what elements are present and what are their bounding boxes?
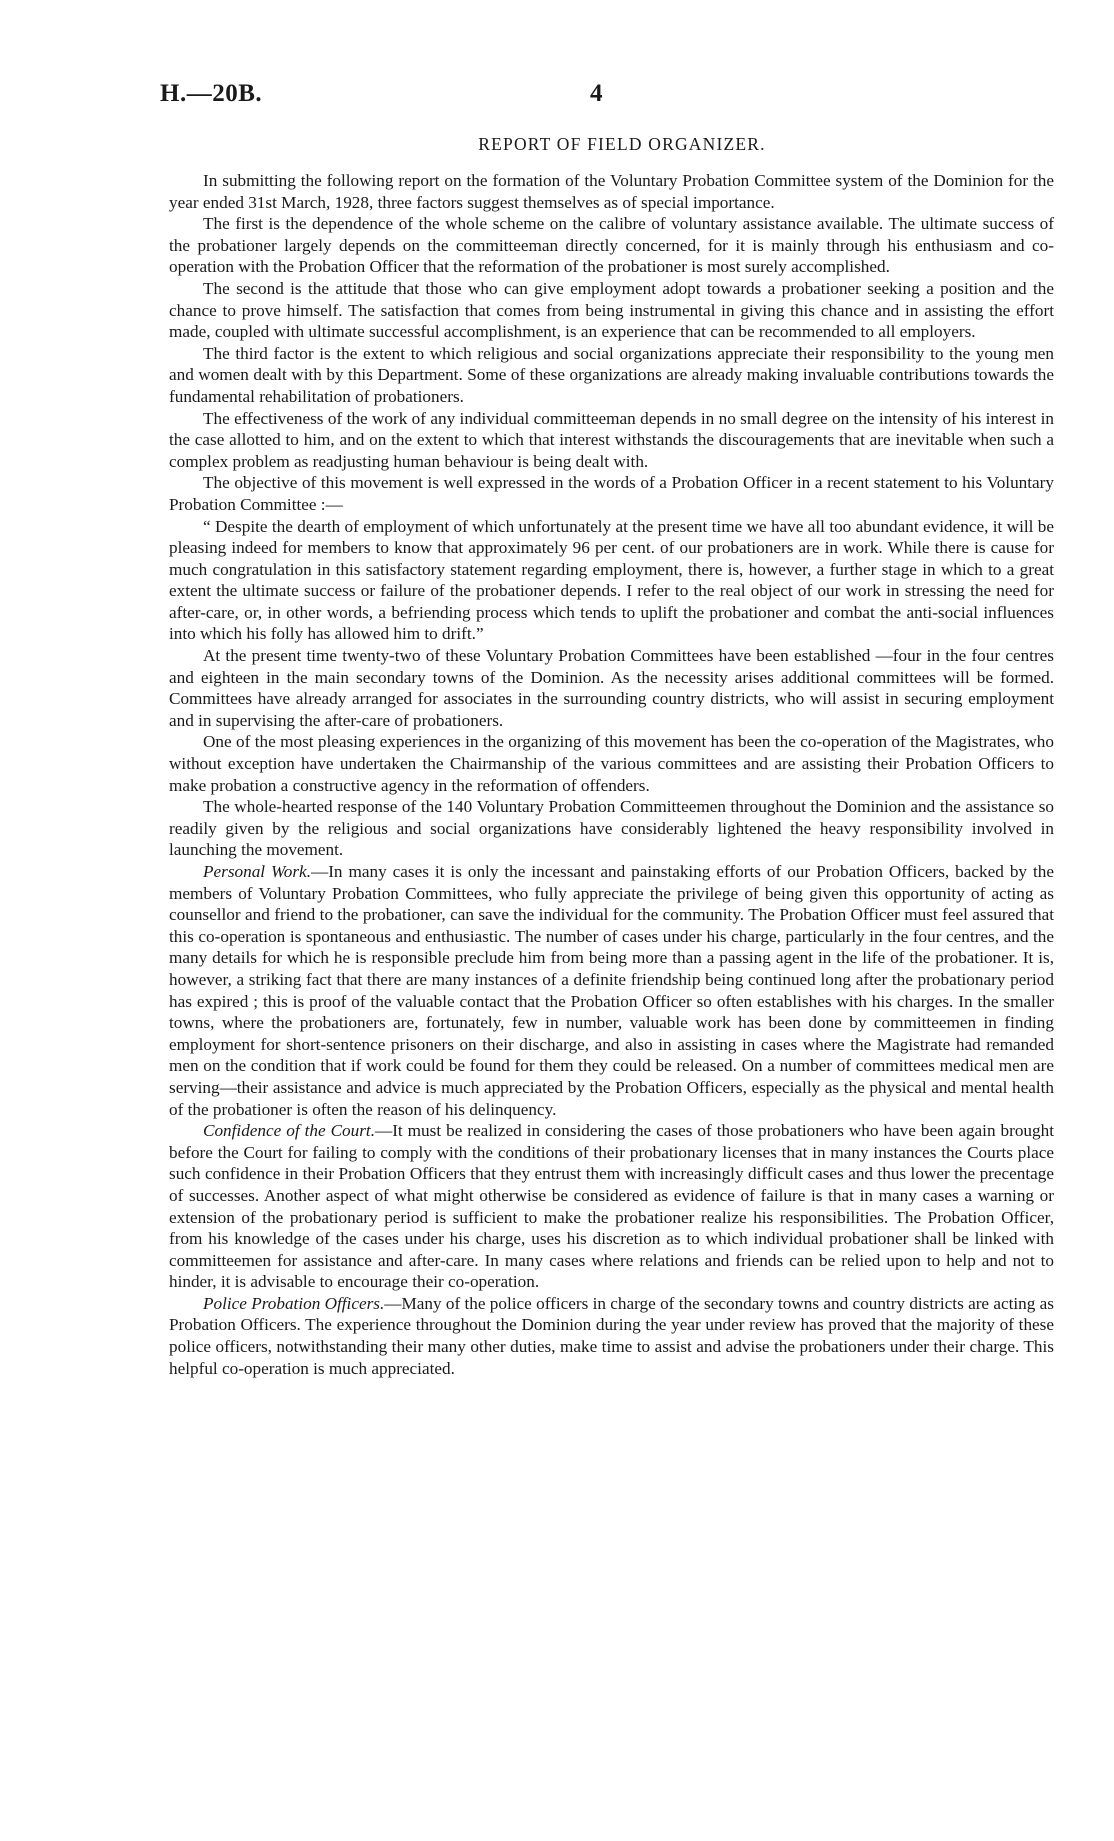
paragraph <box>169 408 1054 473</box>
paragraph <box>169 645 1054 731</box>
paragraph-text: At the present time twenty-two of these Voluntary Probation Committees have been established —four in the four centres and eighteen in the main secondary towns of the Dominion. As the necessity arises additional committees will be formed. Committees have already arranged for associates in the surrounding country districts, who will assist in securing employment and in supervising the after-care of probationers. <box>169 646 1054 730</box>
paragraph-text: The second is the attitude that those who can give employment adopt towards a probationer seeking a position and the chance to prove himself. The satisfaction that comes from being instrumental in giving this chance and in assisting the effort made, coupled with ultimate successful accomplishment, is an experience that can be recommended to all employers. <box>169 278 1054 342</box>
paragraph-text: The whole-hearted response of the 140 Voluntary Probation Committeemen throughout the Dominion and the assistance so readily given by the religious and social organizations have considerably lightened the heavy responsibility involved in launching the movement. <box>169 797 1054 860</box>
quoted-paragraph <box>169 516 1054 646</box>
paragraph <box>169 472 1054 515</box>
paragraph-text: The objective of this movement is well expressed in the words of a Probation Officer in a recent statement to his Voluntary Probation Committee :— <box>169 473 1054 514</box>
section-police-probation-officers <box>169 1293 1054 1379</box>
paragraph <box>169 343 1054 408</box>
report-body <box>169 170 1054 1379</box>
paragraph-text: In submitting the following report on the formation of the Voluntary Probation Committee system of the Dominion for the year ended 31st March, 1928, three factors suggest themselves as of special importance. <box>169 171 1054 212</box>
paragraph-text: —In many cases it is only the incessant and painstaking efforts of our Probation Officers, backed by the members of Voluntary Probation Committees, who fully appreciate the privilege of being given this opportunity of acting as counsellor and friend to the probationer, can save the individual for the community. The Probation Officer must feel assured that this co-operation is spontaneous and enthusiastic. The number of cases under his charge, particularly in the four centres, and the many details for which he is responsible preclude him from being more than a passing agent in the life of the probationer. It is, however, a striking fact that there are many instances of a definite friendship being continued long after the probationary period has expired ; this is proof of the valuable contact that the Probation Officer so often establishes with his charges. In the smaller towns, where the probationers are, fortunately, few in number, valuable work has been done by committeemen in finding employment for short-sentence prisoners on their discharge, and also in assisting in cases where the Magistrate had remanded men on the condition that if work could be found for them they could be released. On a number of committees medical men are serving—their assistance and advice is much appreciated by the Probation Officers, especially as the physical and mental health of the probationer is often the reason of his delinquency. <box>169 862 1054 1119</box>
paragraph-text: The effectiveness of the work of any individual committeeman depends in no small degree on the intensity of his interest in the case allotted to him, and on the extent to which that interest withstands the discouragements that are inevitable when such a complex problem as readjusting human behaviour is being dealt with. <box>169 408 1054 471</box>
paragraph-text: The third factor is the extent to which religious and social organizations appreciate their responsibility to the young men and women dealt with by this Department. Some of these organizations are already making invaluable contributions towards the fundamental rehabilitation of probationers. <box>169 343 1054 406</box>
paragraph <box>169 170 1054 213</box>
section-heading: Personal Work. <box>203 862 311 881</box>
paragraph-text: “ Despite the dearth of employment of which unfortunately at the present time we have all too abundant evidence, it will be pleasing indeed for members to know that approximately 96 per cent. of our probationers are in work. While there is cause for much congratulation in this satisfactory statement regarding employment, there is, however, a further stage in which to a great extent the ultimate success or failure of the probationer depends. I refer to the real object of our work in stressing the need for after-care, or, in other words, a befriending process which tends to uplift the probationer and combat the anti-social influences into which his folly has allowed him to drift.” <box>169 516 1054 644</box>
report-title: REPORT OF FIELD ORGANIZER. <box>478 134 766 154</box>
paragraph-text: —Many of the police officers in charge of the secondary towns and country districts are acting as Probation Officers. The experience throughout the Dominion during the year under review has proved that the majority of these police officers, notwithstanding their many other duties, make time to assist and advise the probationers under their charge. This helpful co-operation is much appreciated. <box>169 1293 1054 1378</box>
paragraph <box>169 731 1054 796</box>
paragraph <box>169 213 1054 278</box>
paragraph-text: One of the most pleasing experiences in the organizing of this movement has been the co-operation of the Magistrates, who without exception have undertaken the Chairmanship of the various committees and are assisting their Probation Officers to make probation a constructive agency in the reformation of offenders. <box>169 732 1054 795</box>
document-reference: H.—20B. <box>160 80 263 107</box>
paragraph <box>169 796 1054 861</box>
section-confidence-of-court <box>169 1120 1054 1293</box>
paragraph-text: —It must be realized in considering the cases of those probationers who have been again brought before the Court for failing to comply with the conditions of their probationary licenses that in many instances the Courts place such confidence in their Probation Officers that they entrust them with increasingly difficult cases and thus lower the precentage of successes. Another aspect of what might otherwise be considered as evidence of failure is that in many cases a warning or extension of the probationary period is sufficient to make the probationer realize his responsibilities. The Probation Officer, from his knowledge of the cases under his charge, uses his discretion as to which individual probationer shall be linked with committeemen for assistance and after-care. In many cases where relations and friends can be relied upon to help and not to hinder, it is advisable to encourage their co-operation. <box>169 1121 1054 1292</box>
paragraph <box>169 278 1054 343</box>
page-number: 4 <box>590 80 603 107</box>
section-personal-work <box>169 861 1054 1120</box>
paragraph-text: The first is the dependence of the whole scheme on the calibre of voluntary assistance available. The ultimate success of the probationer largely depends on the committeeman directly concerned, for it is mainly through his enthusiasm and co-operation with the Probation Officer that the reformation of the probationer is most surely accomplished. <box>169 214 1054 277</box>
section-heading: Confidence of the Court. <box>203 1121 376 1141</box>
section-heading: Police Probation Officers. <box>203 1293 385 1313</box>
